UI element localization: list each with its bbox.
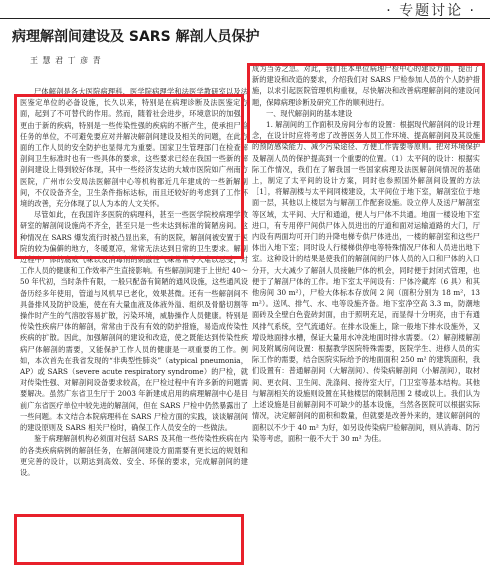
left-column	[20, 86, 248, 574]
article-title: 病理解剖间建设及 SARS 解剖人员保护	[12, 29, 260, 45]
left-paragraph: 尸体解剖是各大医院病理科、医学院病理学和法医学教研室以及法医鉴定单位的必备设施，长久以来，特别是在病理诊断及法医鉴定方面，起到了不可替代的作用。然而，随着社会进步，环境意识的加强，更由于新的疾病，特别是一些传染性强的疾病的不断产生，使承担尸检任务的单位，不可避免要应对并解决解剖间建设及相关的问题，在此方面的工作人员的安全防护也显得尤为重要。国家卫生管理部门在检查解剖间卫生标准时也有一些具体的要求，这些要求已经在我国一些新的解剖间建设上得到较好体现，其中一些经济发达的大城市医院如广州南方医院，广州市公安局法医解剖中心等机构都近几年建成的一些新解剖间，不仅设备齐全，卫生条件指标达标，而且还较好的考虑到了工作环境的改善，充分体现了以人为本的人文关怀。	[20, 87, 248, 209]
left-paragraph: 尽管如此，在我国许多医院的病理科，甚至一些医学院校病理学教研室的解剖间设施尚不齐全，甚至只是一些未达到标准的简陋房间。这种情况在 SARS 爆发流行时被凸显出来，有的医院，解剖间被安置于医院的较为偏僻的地方，冬暖夏凉，常常无法达到日常的卫生要求。解剖过程中尸体的腐败气味以及消毒剂的刺激性气味常常令人难以忍受，对工作人员的健康和工作效率产生直接影响。有些解剖间建于上世纪 40～50 年代初，当时条件有限，一般只配备有简陋的通风设施，这些通风设备历经多年使用，管道与风机早已老化，效果甚微。还有一些解剖间不具备排风及防护设施，使在有大量血液及体液外溢、组织及骨骼切割等操作时产生的气溶胶容易扩散，污染环境，威胁操作人员健康。特别是传染性疾病尸体的解剖，常常由于没有有效的防护措施，易造成传染性疾病的扩散。因此，加强解剖间的建设和改造，使之既能达到传染性疾病尸体解剖的需要，又能保护工作人员的健康是一项重要的工作。例如，本次首先在我省发现的“非典型性肺炎”（atypical pneumonia，AP）或 SARS（severe acute respiratory syndrome）的尸检，就对传染性强、对解剖间设备要求较高，在尸检过程中有许多新的问题需要解决。虽然广东省卫生厅于 2003 年新建成启用的病理解剖中心是目前广东省医疗单位中较先进的解剖间，但在 SARS 尸检中仍然暴露出了一些问题。本文结合本院病理科在 SARS 尸检方面的实践，谈谈解剖间的建设原则及 SARS 相关尸检时，确保工作人员安全的一些做法。	[20, 210, 248, 433]
left-paragraph: 鉴于病理解剖机构必须面对包括 SARS 及其他一些传染性疾病在内的各类疾病病例的解剖任务，在解剖间建设方面需要有更长远的规划和更完善的设计，以期达到高效、安全、环保的要求，完成解剖间的建设。	[20, 434, 248, 477]
section-heading: 一、现代解剖间的基本建设	[266, 108, 353, 118]
right-column	[252, 63, 480, 573]
right-paragraph: 成为当务之急。对此，我们在本单位病理尸检中心的建设方面，提出了新的建设和改造的要求，介绍我们对 SARS 尸检参加人员的个人防护措施，以求引起医院管理机构重视，尽快解决和改善病理解剖间的建设问题，保障病理诊断及研究工作的顺利进行。	[252, 64, 480, 107]
section-tag: · 专题讨论 ·	[386, 3, 476, 19]
right-paragraph: 1. 解剖间的工作面积及房间分布的设置：根据现代解剖间的设计理念，在设计时应将考虑了改善医务人员工作环境、提高解剖间及其设施的预防感染能力、减少污染途径、方便工作需要等原则。把对环境保护及解剖人员的保护提高到一个重要的位置。（1）太平间的设计：根据实际工作情况，我们在了解我国一些国家病理及法医解剖间情况的基础上，制定了太平间的设计方案，同时也参照国外解剖间设置的方法［1］，将解剖楼与太平间同楼建设，太平间位于地下室，解剖室位于地面一层，其他以上楼层为与解剖工作配套设施。设立停人及送尸解剖室等区域，太平间、大厅和通道，便人与尸体不共通。地面一楼设地下室进口，有专用停尸间供尸体入员进出的厅道和面对运输道路的大门，厅内设有两面均可开门的升降电梯专供尸体进出，一楼的解剖室和这些尸体出入地下室；同时设人行楼梯供停电等特殊情况尸体和人员进出地下室。这种设计的结果是使我们的解剖间的尸体人员的入口和尸体的入口分开，大大减少了解剖人员接触尸体的机会，同时便于封闭式管理，也便于了解剖尸体的工作。地下室太平间设有：尸体冷藏库（6 具）和其他房间 30 m²），尸检大体标本存放间 2 间（面积分别为 18 m²，13 m²）。送风、排气、水、电等设施齐备。地下室净空高 3.3 m，防潮地面砖及全壁白色瓷砖封面，由于照明充足，而显得十分明亮，由于有通风排气系统，空气流通好。在排水设施上，除一般地下排水设施外，又增设地面排水槽，保证大量用水冲洗地面时排水需要。（2）解剖楼解剖间及附属房间设置：根据教学医院特殊需要，医院学生、进修人员的实际工作的需要，结合医院实际给予的地面面积 250 m² 的建筑面积，我们设置有：普通解剖间（大解剖间）、传染病解剖间（小解剖间），取材间、更衣间、卫生间、洗涤间、接待室大厅，门卫室等基本结构。其他与解剖相关的设施则设置在其他楼层的限制范围 2 楼或以上。我们认为上述设施是目前解剖间不可缺少的基本设施，当然各医院可以根据实际情况，决定解剖间的面积和数量，但就要是改善外来的，建议解剖间的面积以不少于 40 m² 为好，如另设传染病尸检解剖间，则从消毒、防污染等考虑，面积一般不大于 30 m² 为佳。	[252, 120, 480, 443]
article-authors: 王 慧 君 丁 彦 青	[30, 56, 102, 65]
